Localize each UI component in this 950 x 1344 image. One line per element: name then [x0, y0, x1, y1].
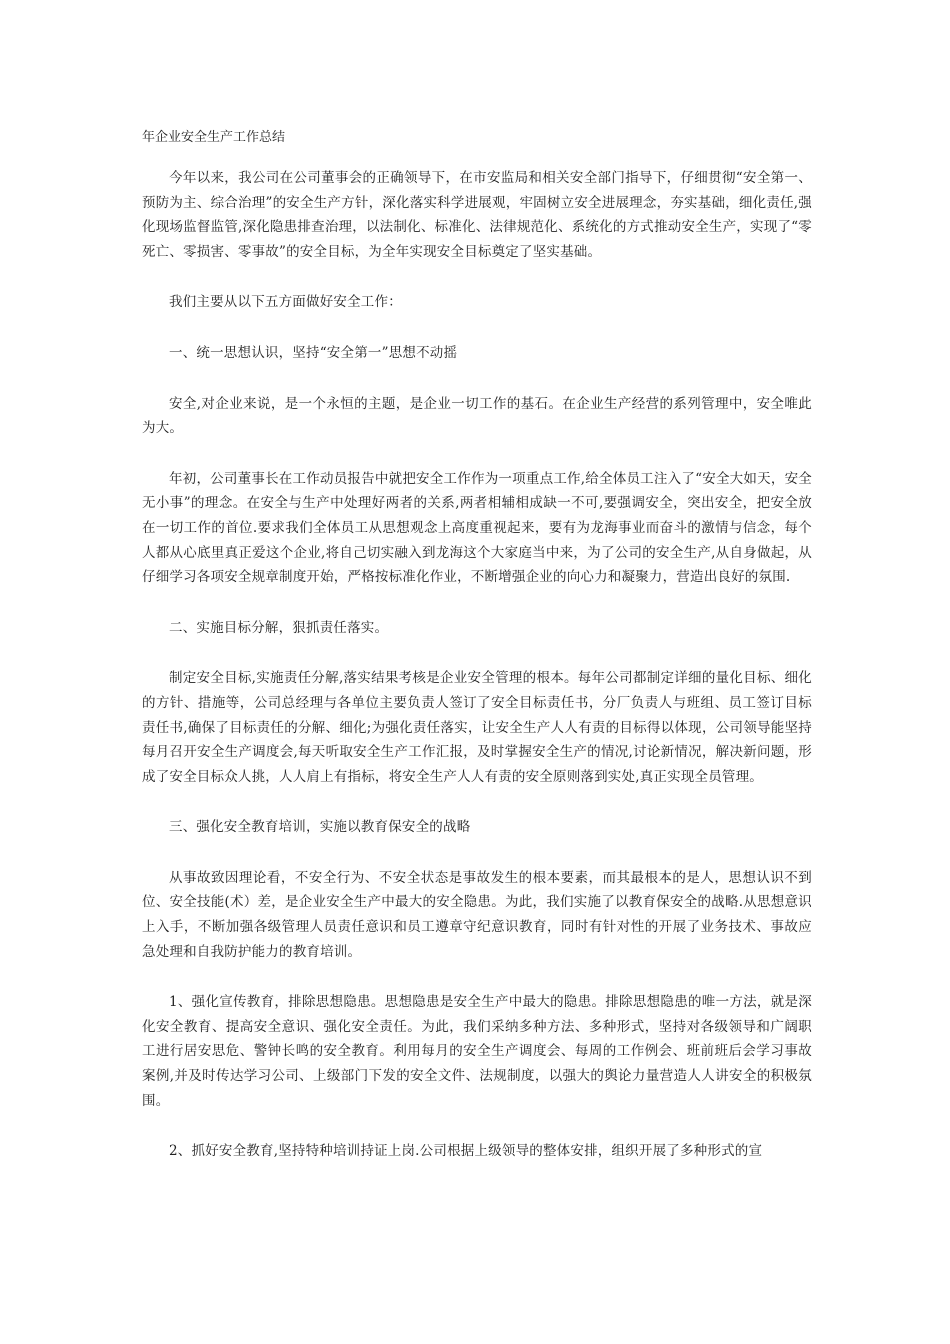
- section-heading-3: 三、强化安全教育培训，实施以教育保安全的战略: [169, 819, 471, 836]
- paragraph-five-aspects: 我们主要从以下五方面做好安全工作：: [169, 294, 402, 311]
- paragraph-safety-theme: 安全,对企业来说，是一个永恒的主题，是企业一切工作的基石。在企业生产经营的系列管理中，安全唯此为大。: [142, 395, 812, 437]
- section-heading-2: 二、实施目标分解，狠抓责任落实。: [169, 619, 389, 636]
- document-page: [142, 126, 812, 1190]
- document-title: 年企业安全生产工作总结: [142, 130, 286, 145]
- paragraph-special-training: 2、抓好安全教育,坚持特种培训持证上岗.公司根据上级领导的整体安排，组织开展了多种形式的宣: [169, 1143, 763, 1160]
- section-heading-1: 一、统一思想认识，坚持“安全第一”思想不动摇: [169, 344, 458, 361]
- paragraph-accident-theory: 从事故致因理论看，不安全行为、不安全状态是事故发生的根本要素，而其最根本的是人，思想认识不到位、安全技能(术）差，是企业安全生产中最大的安全隐患。为此，我们实施了以教育保安全的战略.从思想意识上入手，不断加强各级管理人员责任意识和员工遵章守纪意识教育，同时有针对性的开展了业务技术、事故应急处理和自我防护能力的教育培训。: [142, 869, 812, 960]
- paragraph-chairman-report: 年初，公司董事长在工作动员报告中就把安全工作作为一项重点工作,给全体员工注入了“安全大如天，安全无小事”的理念。在安全与生产中处理好两者的关系,两者相辅相成缺一不可,要强调安全，突出安全，把安全放在一切工作的首位.要求我们全体员工从思想观念上高度重视起来，要有为龙海事业而奋斗的激情与信念，每个人都从心底里真正爱这个企业,将自己切实融入到龙海这个大家庭当中来，为了公司的安全生产,从自身做起，从仔细学习各项安全规章制度开始，严格按标准化作业，不断增强企业的向心力和凝聚力，营造出良好的氛围.: [142, 470, 812, 586]
- paragraph-intro: 今年以来，我公司在公司董事会的正确领导下，在市安监局和相关安全部门指导下，仔细贯彻“安全第一、预防为主、综合治理”的安全生产方针，深化落实科学进展观，牢固树立安全进展理念，夯实基础，细化责任,强化现场监督监管,深化隐患排查治理，以法制化、标准化、法律规范化、系统化的方式推动安全生产，实现了“零死亡、零损害、零事故”的安全目标，为全年实现安全目标奠定了坚实基础。: [142, 170, 812, 260]
- paragraph-target-decomposition: 制定安全目标,实施责任分解,落实结果考核是企业安全管理的根本。每年公司都制定详细的量化目标、细化的方针、措施等，公司总经理与各单位主要负责人签订了安全目标责任书，分厂负责人与班组、员工签订目标责任书,确保了目标责任的分解、细化;为强化责任落实，让安全生产人人有责的目标得以体现，公司领导能坚持每月召开安全生产调度会,每天听取安全生产工作汇报，及时掌握安全生产的情况,讨论新情况，解决新问题，形成了安全目标众人挑，人人肩上有指标，将安全生产人人有责的安全原则落到实处,真正实现全员管理。: [142, 670, 812, 785]
- paragraph-propaganda-education: 1、强化宣传教育，排除思想隐患。思想隐患是安全生产中最大的隐患。排除思想隐患的唯一方法，就是深化安全教育、提高安全意识、强化安全责任。为此，我们采纳多种方法、多种形式，坚持对各级领导和广阔职工进行居安思危、警钟长鸣的安全教育。利用每月的安全生产调度会、每周的工作例会、班前班后会学习事故案例,并及时传达学习公司、上级部门下发的安全文件、法规制度，以强大的舆论力量营造人人讲安全的积极氛围。: [142, 994, 812, 1109]
